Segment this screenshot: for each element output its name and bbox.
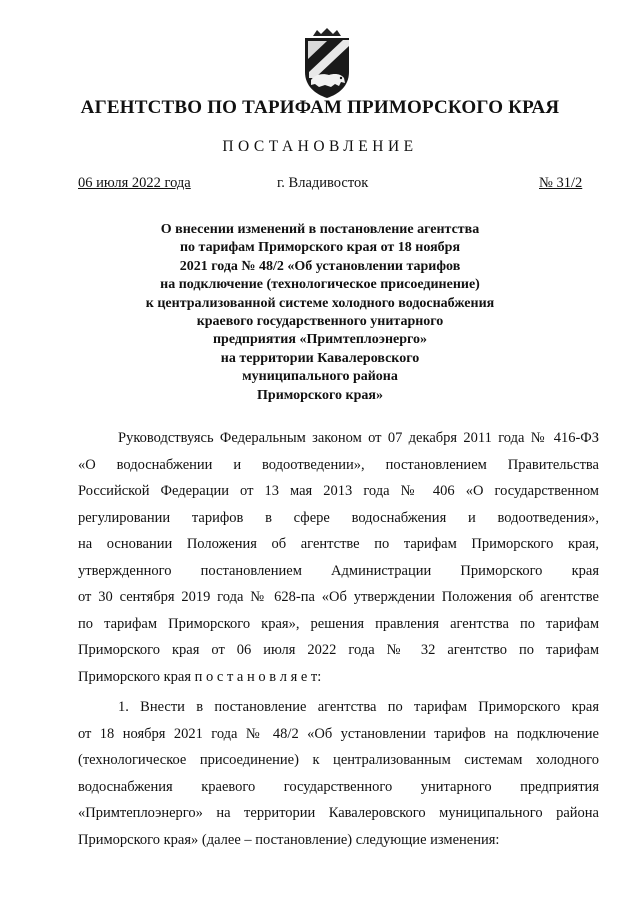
subject-line: О внесении изменений в постановление агентства	[160, 222, 480, 237]
body-line: Руководствуясь Федеральным законом от 07 декабря 2011 года № 416-ФЗ	[118, 430, 599, 446]
subject-line: Приморского края»	[257, 387, 383, 403]
body-line: Приморского края» (далее – постановление) следующие изменения:	[78, 831, 500, 848]
body-line: Российской Федерации от 13 мая 2013 года № 406 «О государственном	[78, 483, 599, 499]
body-line: Приморского края от 06 июля 2022 года № 32 агентство по тарифам	[78, 642, 599, 658]
paragraph-preamble	[78, 425, 599, 690]
subject-line: по тарифам Приморского края от 18 ноября	[179, 240, 461, 256]
body-line: от 30 сентября 2019 года № 628-па «Об утверждении Положения об агентстве	[78, 589, 599, 605]
document-body	[78, 425, 599, 853]
body-line: на основании Положения об агентстве по тарифам Приморского края,	[78, 536, 599, 552]
body-line: утвержденного постановлением Администрации Приморского края	[78, 562, 599, 579]
document-type: ПОСТАНОВЛЕНИЕ	[222, 138, 418, 155]
document-city: г. Владивосток	[277, 175, 369, 191]
agency-title: АГЕНТСТВО ПО ТАРИФАМ ПРИМОРСКОГО КРАЯ	[80, 97, 560, 118]
subject-line: к централизованной системе холодного водоснабжения	[145, 295, 495, 311]
body-line: Приморского края п о с т а н о в л я е т:	[78, 668, 322, 685]
primorsky-coat-of-arms-icon	[297, 28, 357, 100]
subject-line: 2021 года № 48/2 «Об установлении тарифов	[179, 258, 461, 274]
subject-line: муниципального района	[242, 369, 398, 385]
body-line: от 18 ноября 2021 года № 48/2 «Об установлении тарифов на подключение	[78, 725, 599, 742]
body-line: «О водоснабжении и водоотведении», постановлением Правительства	[78, 456, 599, 473]
body-line: по тарифам Приморского края», решения правления агентства по тарифам	[78, 615, 599, 632]
coat-of-arms-graphic	[297, 28, 357, 100]
body-line: водоснабжения краевого государственного унитарного предприятия	[78, 778, 599, 795]
document-number: № 31/2	[539, 175, 583, 191]
subject-line: предприятия «Примтеплоэнерго»	[212, 332, 428, 348]
body-line: «Примтеплоэнерго» на территории Кавалеровского муниципального района	[78, 805, 599, 821]
subject-line: краевого государственного унитарного	[196, 314, 444, 330]
subject-line: на подключение (технологическое присоединение)	[160, 277, 480, 293]
body-line: регулировании тарифов в сфере водоснабжения и водоотведения»,	[78, 509, 599, 526]
document-subject	[40, 221, 600, 405]
body-line: (технологическое присоединение) к централизованным системам холодного	[78, 752, 599, 768]
paragraph-item-1	[78, 694, 599, 853]
body-line: 1. Внести в постановление агентства по тарифам Приморского края	[118, 699, 599, 715]
subject-line: на территории Кавалеровского	[220, 350, 420, 366]
document-date: 06 июля 2022 года	[78, 175, 191, 191]
